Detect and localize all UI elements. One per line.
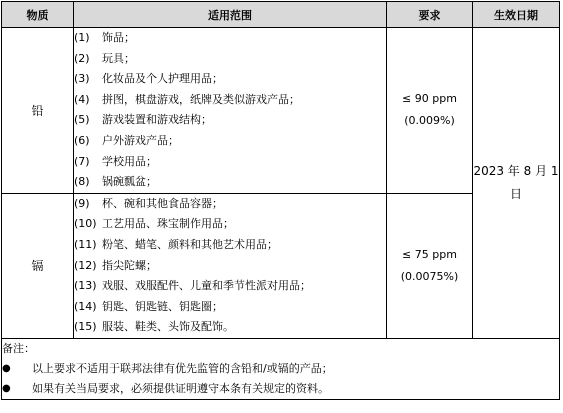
item-number: (8) bbox=[74, 175, 90, 189]
item-number: (12) bbox=[74, 258, 97, 272]
item-text: 户外游戏产品； bbox=[102, 133, 179, 147]
requirement-percent: (0.009%) bbox=[404, 114, 455, 128]
scope-item bbox=[74, 235, 386, 256]
item-text: 学校用品； bbox=[102, 154, 157, 168]
item-text: 拼图，棋盘游戏，纸牌及类似游戏产品； bbox=[102, 92, 300, 106]
scope-item bbox=[74, 256, 386, 277]
scope-cell-lead bbox=[74, 28, 387, 194]
note-item bbox=[2, 379, 559, 399]
note-text: 如果有关当局要求，必须提供证明遵守本条有关规定的资料。 bbox=[32, 381, 329, 395]
scope-item bbox=[74, 90, 386, 111]
scope-item bbox=[74, 297, 386, 318]
notes-row bbox=[2, 338, 560, 399]
requirement-limit: ≤ 75 ppm bbox=[402, 247, 457, 261]
item-text: 锅碗瓢盆； bbox=[102, 175, 157, 189]
material-cell-lead: 铅 bbox=[2, 28, 74, 194]
header-material: 物质 bbox=[2, 2, 74, 28]
item-text: 游戏装置和游戏结构； bbox=[102, 113, 212, 127]
scope-item bbox=[74, 214, 386, 235]
item-text: 戏服、戏服配件、儿童和季节性派对用品； bbox=[102, 279, 311, 293]
scope-item bbox=[74, 172, 386, 193]
item-text: 指尖陀螺； bbox=[102, 258, 157, 272]
header-requirement: 要求 bbox=[387, 2, 473, 28]
requirement-cell-lead bbox=[387, 28, 473, 194]
scope-item bbox=[74, 152, 386, 173]
item-text: 玩具； bbox=[102, 51, 135, 65]
item-number: (11) bbox=[74, 237, 97, 251]
header-effective-date: 生效日期 bbox=[473, 2, 560, 28]
effective-date-line2: 日 bbox=[509, 186, 522, 201]
scope-item bbox=[74, 276, 386, 297]
scope-item bbox=[74, 131, 386, 152]
item-number: (15) bbox=[74, 320, 97, 334]
item-number: (13) bbox=[74, 279, 97, 293]
header-row bbox=[2, 2, 560, 28]
item-text: 服装、鞋类、头饰及配饰。 bbox=[102, 320, 234, 334]
material-cell-cadmium: 镉 bbox=[2, 193, 74, 338]
item-number: (5) bbox=[74, 113, 90, 127]
scope-item bbox=[74, 194, 386, 215]
notes-title: 备注： bbox=[2, 341, 35, 355]
scope-item bbox=[74, 317, 386, 338]
scope-item bbox=[74, 110, 386, 131]
item-number: (3) bbox=[74, 72, 90, 86]
item-number: (1) bbox=[74, 31, 90, 44]
item-number: (2) bbox=[74, 51, 90, 65]
notes-cell bbox=[2, 338, 560, 399]
item-text: 饰品； bbox=[102, 31, 135, 44]
table-row-lead bbox=[2, 28, 560, 194]
item-number: (4) bbox=[74, 92, 90, 106]
note-item bbox=[2, 359, 559, 379]
item-number: (9) bbox=[74, 196, 90, 210]
item-number: (6) bbox=[74, 133, 90, 147]
header-scope: 适用范围 bbox=[74, 2, 387, 28]
item-text: 化妆品及个人护理用品； bbox=[102, 72, 223, 86]
item-number: (7) bbox=[74, 154, 90, 168]
scope-cell-cadmium bbox=[74, 193, 387, 338]
item-text: 钥匙、钥匙链、钥匙圈； bbox=[102, 299, 223, 313]
note-text: 以上要求不适用于联邦法律有优先监管的含铅和/或镉的产品； bbox=[32, 361, 333, 375]
scope-item bbox=[74, 28, 386, 49]
scope-item bbox=[74, 69, 386, 90]
bullet-icon: ● bbox=[2, 382, 11, 394]
item-text: 杯、碗和其他食品容器； bbox=[102, 196, 223, 210]
bullet-icon: ● bbox=[2, 362, 11, 374]
requirement-limit: ≤ 90 ppm bbox=[402, 92, 457, 106]
item-text: 粉笔、蜡笔、颜料和其他艺术用品； bbox=[102, 237, 278, 251]
item-number: (10) bbox=[74, 217, 97, 231]
scope-item bbox=[74, 49, 386, 70]
effective-date-line1: 2023 年 8 月 1 bbox=[473, 163, 559, 178]
regulation-table bbox=[1, 1, 560, 400]
item-text: 工艺用品、珠宝制作用品； bbox=[102, 217, 234, 231]
effective-date-cell bbox=[473, 28, 560, 339]
requirement-percent: (0.0075%) bbox=[400, 269, 459, 283]
item-number: (14) bbox=[74, 299, 97, 313]
requirement-cell-cadmium bbox=[387, 193, 473, 338]
